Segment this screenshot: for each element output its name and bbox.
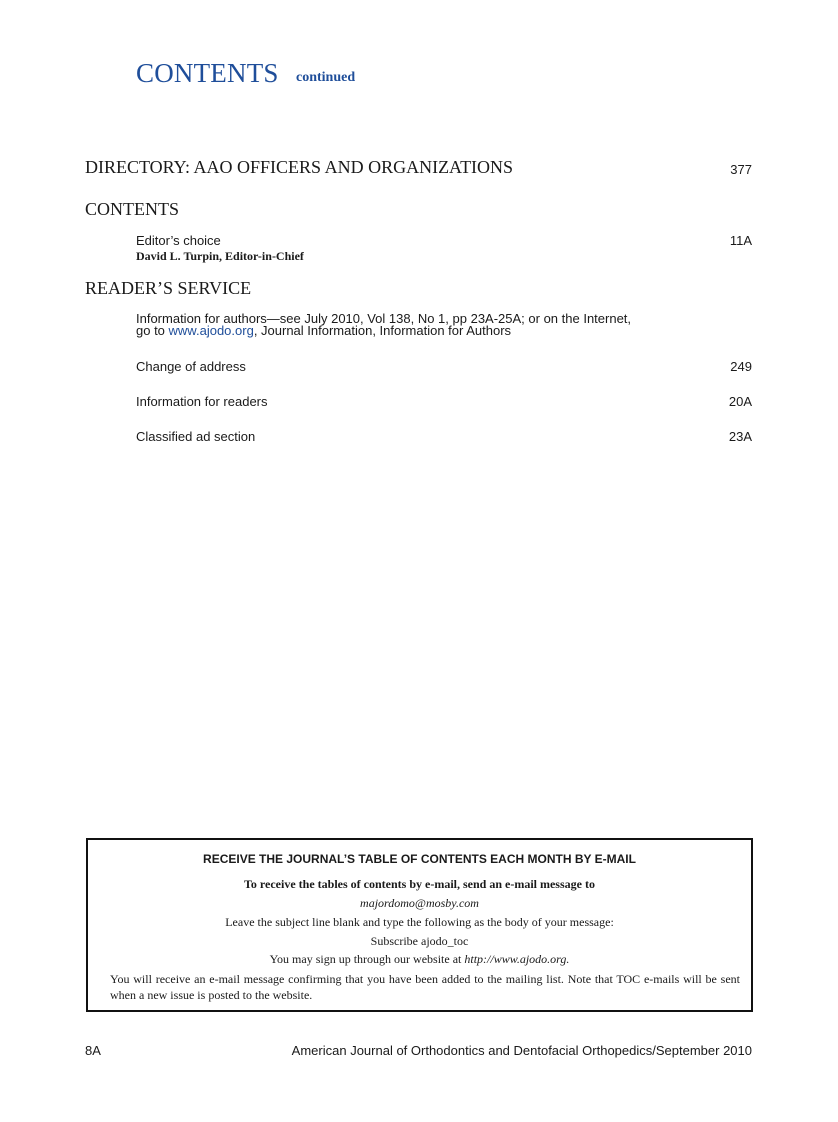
directory-heading[interactable]: DIRECTORY: AAO OFFICERS AND ORGANIZATIONS [85,157,514,177]
footer-page-number: 8A [85,1043,101,1058]
info-for-authors [136,313,631,337]
directory-page: 377 [730,162,752,177]
toc-entry-author: David L. Turpin, Editor-in-Chief [136,249,304,263]
continued-label: continued [296,70,356,85]
footer-journal: American Journal of Orthodontics and Dentofacial Orthopedics/September 2010 [291,1043,752,1058]
email-subscription-box [86,838,753,1012]
info-for-authors-line2 [136,325,631,337]
toc-entry-page: 11A [729,233,752,248]
toc-entry-page: 249 [730,359,752,374]
toc-entry-change-of-address[interactable]: Change of address [136,359,246,374]
toc-entry-page: 20A [728,394,752,409]
ajodo-link[interactable]: www.ajodo.org [168,323,254,338]
email-box-line2: Leave the subject line blank and type the following as the body of your message: [225,915,614,929]
info-line2-prefix: go to [136,323,169,338]
website-link[interactable]: http://www.ajodo.org. [464,952,570,966]
readers-service-heading: READER’S SERVICE [85,278,252,298]
email-box-line4 [88,952,751,967]
email-box-line4-prefix: You may sign up through our website at [269,952,465,966]
email-box-line3: Subscribe ajodo_toc [370,934,469,948]
email-address[interactable]: majordomo@mosby.com [360,896,479,910]
info-for-authors-line1: Information for authors—see July 2010, Vol 138, No 1, pp 23A-25A; or on the Internet, [136,311,632,326]
email-box-line1: To receive the tables of contents by e-mail, send an e-mail message to [244,877,595,891]
toc-entry-information-for-readers[interactable]: Information for readers [136,394,268,409]
page-title: CONTENTS [136,58,279,88]
email-box-line5: You will receive an e-mail message confirming that you have been added to the mailing list. Note that TOC e-mails will be sent when a new issue is posted to the website. [110,972,740,1002]
toc-entry-page: 23A [728,429,752,444]
toc-entry-classified-ad-section[interactable]: Classified ad section [136,429,256,444]
info-line2-suffix: , Journal Information, Information for Authors [253,323,512,338]
toc-entry-editors-choice[interactable]: Editor’s choice [136,233,221,248]
email-box-heading: RECEIVE THE JOURNAL’S TABLE OF CONTENTS EACH MONTH BY E-MAIL [203,852,636,866]
contents-heading: CONTENTS [85,199,179,219]
